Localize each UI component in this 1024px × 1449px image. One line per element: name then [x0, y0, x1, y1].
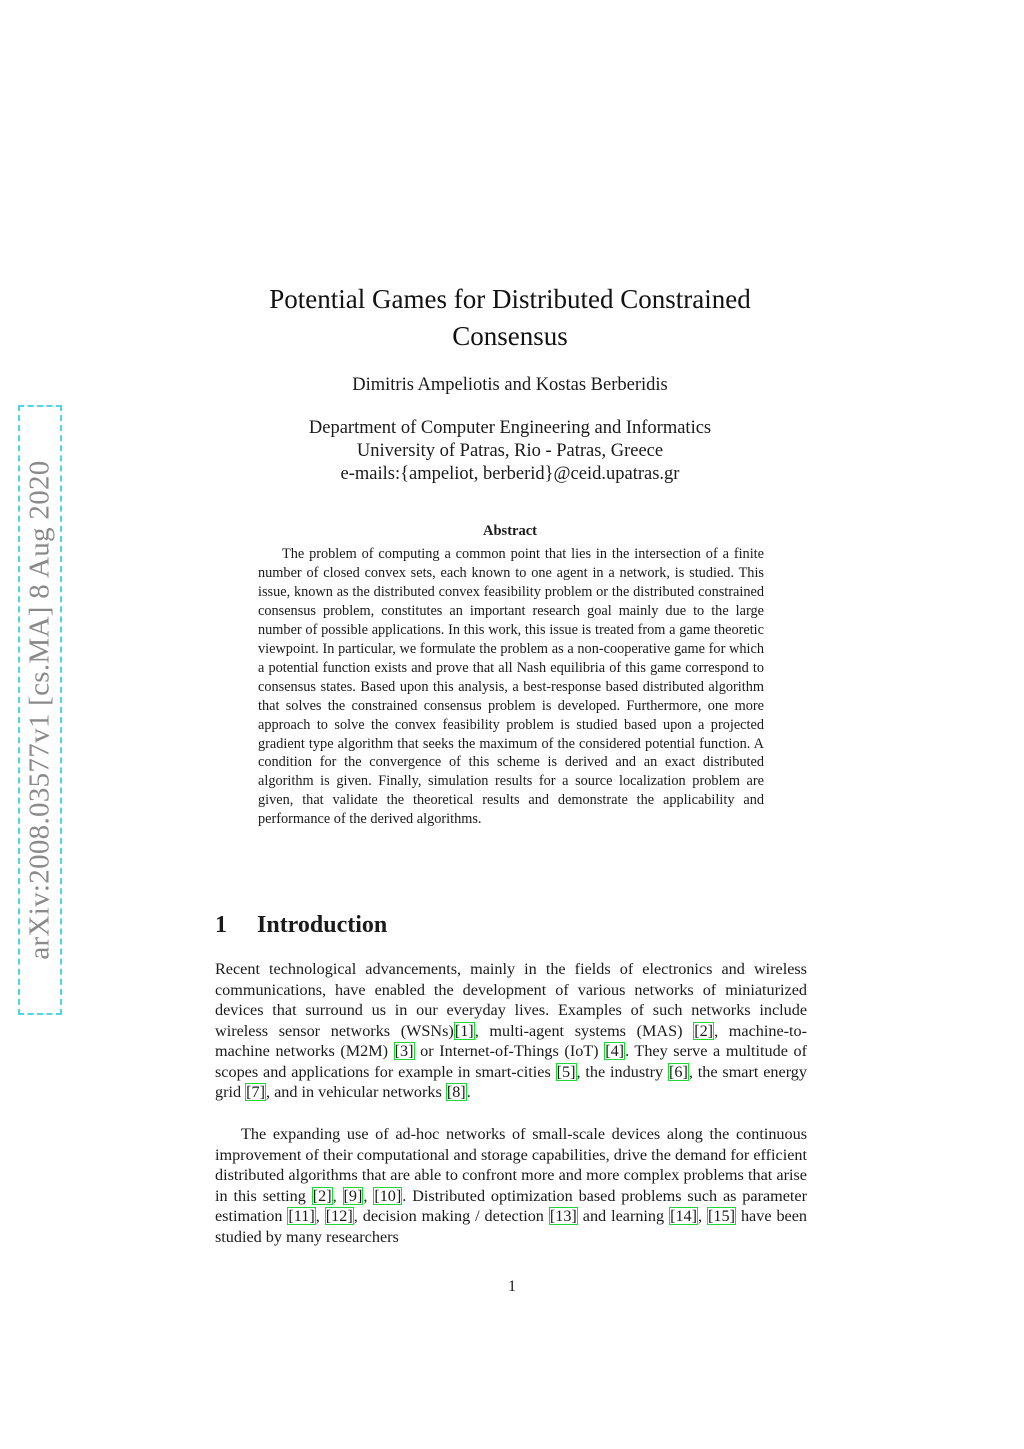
citation-link[interactable]: [5]	[556, 1062, 576, 1081]
text-run: ,	[698, 1207, 708, 1225]
affiliation-university: University of Patras, Rio - Patras, Greece	[356, 441, 664, 461]
text-run: and learning	[577, 1207, 670, 1225]
text-run: ,	[315, 1207, 325, 1225]
text-run: Recent technological advancements, mainly in the fields of electronics and wireless communications, have enabled the development of various networks of miniaturized devices that surround us in our everyday lives. Examples of such networks include wireless sensor networks (WSNs)	[215, 960, 807, 1040]
citation-link[interactable]: [11]	[288, 1207, 315, 1225]
title-line-1: Potential Games for Distributed Constrained	[269, 284, 751, 314]
paper-title	[200, 281, 820, 355]
text-run: , the smart energy grid	[215, 1062, 807, 1101]
citation-link[interactable]: [14]	[670, 1207, 698, 1225]
text-run: The expanding use of ad-hoc networks of small-scale devices along the continuous improvement of their computational and storage capabilities, drive the demand for efficient distributed algorithms that are able to confront more and more complex problems that arise in this setting	[215, 1125, 807, 1205]
text-run: ,	[363, 1186, 374, 1205]
intro-paragraph-1	[215, 959, 807, 1103]
abstract-heading: Abstract	[483, 523, 537, 539]
text-run: , multi-agent systems (MAS)	[474, 1021, 694, 1040]
title-line-2: Consensus	[452, 321, 568, 351]
text-run: or Internet-of-Things (IoT)	[414, 1042, 605, 1060]
authors: Dimitris Ampeliotis and Kostas Berberidis	[352, 375, 668, 395]
text-run: . Distributed optimization based problems such as parameter estimation	[215, 1186, 808, 1225]
citation-link[interactable]: [12]	[325, 1207, 353, 1225]
citation-link[interactable]: [3]	[394, 1042, 414, 1060]
citation-link[interactable]: [6]	[668, 1062, 688, 1081]
citation-link[interactable]: [4]	[605, 1042, 625, 1060]
citation-link[interactable]: [13]	[549, 1207, 577, 1225]
citation-link[interactable]: [2]	[694, 1021, 714, 1040]
citation-link[interactable]: [10]	[374, 1186, 402, 1205]
text-run: , the industry	[576, 1062, 668, 1081]
text-run: have been studied by many researchers	[215, 1207, 808, 1246]
affiliation-department: Department of Computer Engineering and Informatics	[308, 418, 712, 438]
section-title: Introduction	[257, 912, 388, 938]
citation-link[interactable]: [2]	[312, 1186, 332, 1205]
arxiv-stamp	[18, 405, 62, 1015]
text-run: ,	[332, 1186, 343, 1205]
citation-link[interactable]: [8]	[446, 1083, 466, 1101]
text-run: .	[466, 1083, 471, 1101]
text-run: . They serve a multitude of scopes and applications for example in smart-cities	[215, 1042, 807, 1081]
section-number: 1	[215, 912, 227, 938]
abstract-body: The problem of computing a common point that lies in the intersection of a finite number of closed convex sets, each known to one agent in a network, is studied. This issue, known as the distributed convex feasibility problem or the distributed constrained consensus problem, constitutes an important research goal mainly due to the large number of possible applications. In this work, this issue is treated from a game theoretic viewpoint. In particular, we formulate the problem as a non-cooperative game for which a potential function exists and prove that all Nash equilibria of this game correspond to consensus states. Based upon this analysis, a best-response based distributed algorithm that solves the constrained consensus problem is developed. Furthermore, one more approach to solve the convex feasibility problem is studied based upon a projected gradient type algorithm that seeks the maximum of the considered potential function. A condition for the convergence of this scheme is derived and an exact distributed algorithm is given. Finally, simulation results for a source localization problem are given, that validate the theoretical results and demonstrate the applicability and performance of the derived algorithms.	[258, 546, 764, 828]
citation-link[interactable]: [1]	[454, 1021, 474, 1040]
citation-link[interactable]: [15]	[708, 1207, 735, 1225]
page-number: 1	[508, 1278, 516, 1295]
section-heading	[215, 912, 387, 939]
intro-paragraph-2	[215, 1124, 807, 1247]
text-run: , machine-to-machine networks (M2M)	[215, 1021, 807, 1060]
text-run: , and in vehicular networks	[266, 1083, 446, 1101]
arxiv-identifier: arXiv:2008.03577v1 [cs.MA] 8 Aug 2020	[23, 460, 56, 960]
affiliation-emails: e-mails:{ampeliot, berberid}@ceid.upatras.gr	[340, 464, 680, 484]
citation-link[interactable]: [7]	[246, 1083, 265, 1101]
citation-link[interactable]: [9]	[343, 1186, 363, 1205]
affiliation	[200, 417, 820, 486]
text-run: , decision making / detection	[353, 1207, 549, 1225]
